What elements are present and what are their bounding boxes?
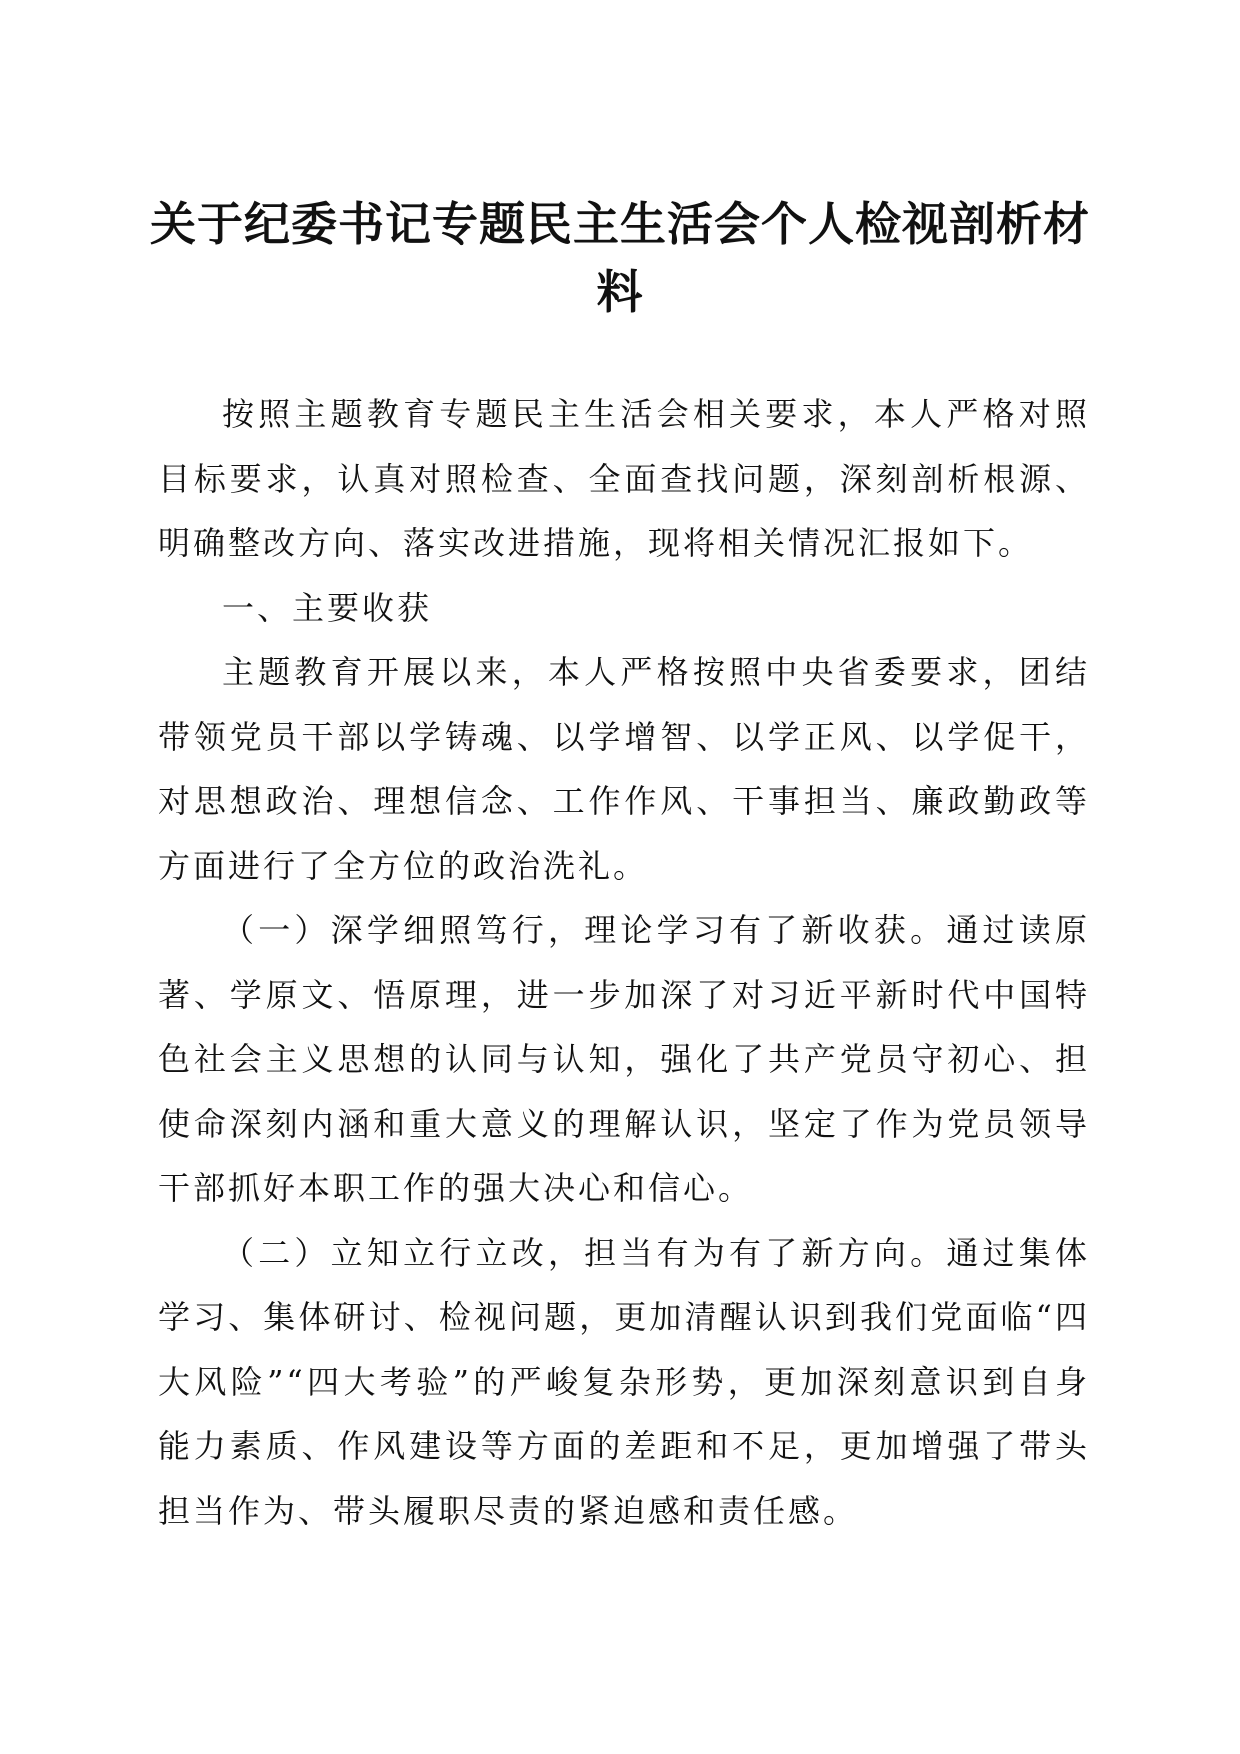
paragraph-intro: 按照主题教育专题民主生活会相关要求，本人严格对照目标要求，认真对照检查、全面查找问题，深刻剖析根源、明确整改方向、落实改进措施，现将相关情况汇报如下。 (158, 395, 1090, 562)
section-heading-main-gains: 一、主要收获 (222, 588, 433, 627)
paragraph-overview: 主题教育开展以来，本人严格按照中央省委要求，团结带领党员干部以学铸魂、以学增智、以学正风、以学促干，对思想政治、理想信念、工作作风、干事担当、廉政勤政等方面进行了全方位的政治洗礼。 (158, 653, 1090, 885)
document-title: 关于纪委书记专题民主生活会个人检视剖析材料 (150, 197, 1090, 319)
document-body (158, 382, 1090, 1543)
paragraph-point-1: （一）深学细照笃行，理论学习有了新收获。通过读原著、学原文、悟原理，进一步加深了对习近平新时代中国特色社会主义思想的认同与认知，强化了共产党员守初心、担使命深刻内涵和重大意义的理解认识，坚定了作为党员领导干部抓好本职工作的强大决心和信心。 (158, 911, 1090, 1207)
paragraph-point-2: （二）立知立行立改，担当有为有了新方向。通过集体学习、集体研讨、检视问题，更加清醒认识到我们党面临“四大风险”“四大考验”的严峻复杂形势，更加深刻意识到自身能力素质、作风建设等方面的差距和不足，更加增强了带头担当作为、带头履职尽责的紧迫感和责任感。 (158, 1233, 1090, 1530)
